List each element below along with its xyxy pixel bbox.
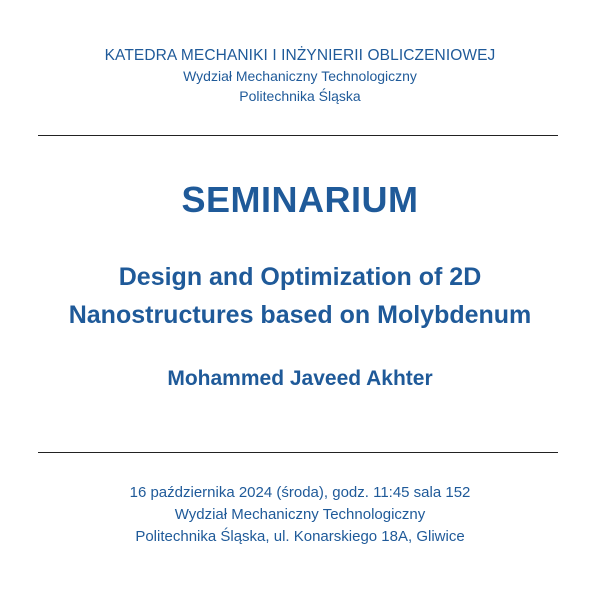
footer-address: Politechnika Śląska, ul. Konarskiego 18A, Gliwice bbox=[135, 528, 465, 545]
seminar-title: SEMINARIUM bbox=[181, 179, 419, 220]
talk-title bbox=[0, 258, 600, 334]
bottom-divider bbox=[38, 452, 558, 453]
talk-title-line-1: Design and Optimization of 2D bbox=[118, 263, 482, 291]
footer-block bbox=[0, 482, 600, 548]
header-block bbox=[0, 46, 600, 106]
department-name: KATEDRA MECHANIKI I INŻYNIERII OBLICZENIOWEJ bbox=[104, 47, 496, 64]
talk-title-line-2: Nanostructures based on Molybdenum bbox=[68, 301, 532, 329]
speaker-name: Mohammed Javeed Akhter bbox=[167, 367, 433, 390]
faculty-name: Wydział Mechaniczny Technologiczny bbox=[183, 68, 417, 84]
date-time-room: 16 października 2024 (środa), godz. 11:45 sala 152 bbox=[129, 484, 471, 501]
top-divider bbox=[38, 135, 558, 136]
university-name: Politechnika Śląska bbox=[239, 88, 361, 104]
footer-faculty: Wydział Mechaniczny Technologiczny bbox=[174, 506, 426, 523]
